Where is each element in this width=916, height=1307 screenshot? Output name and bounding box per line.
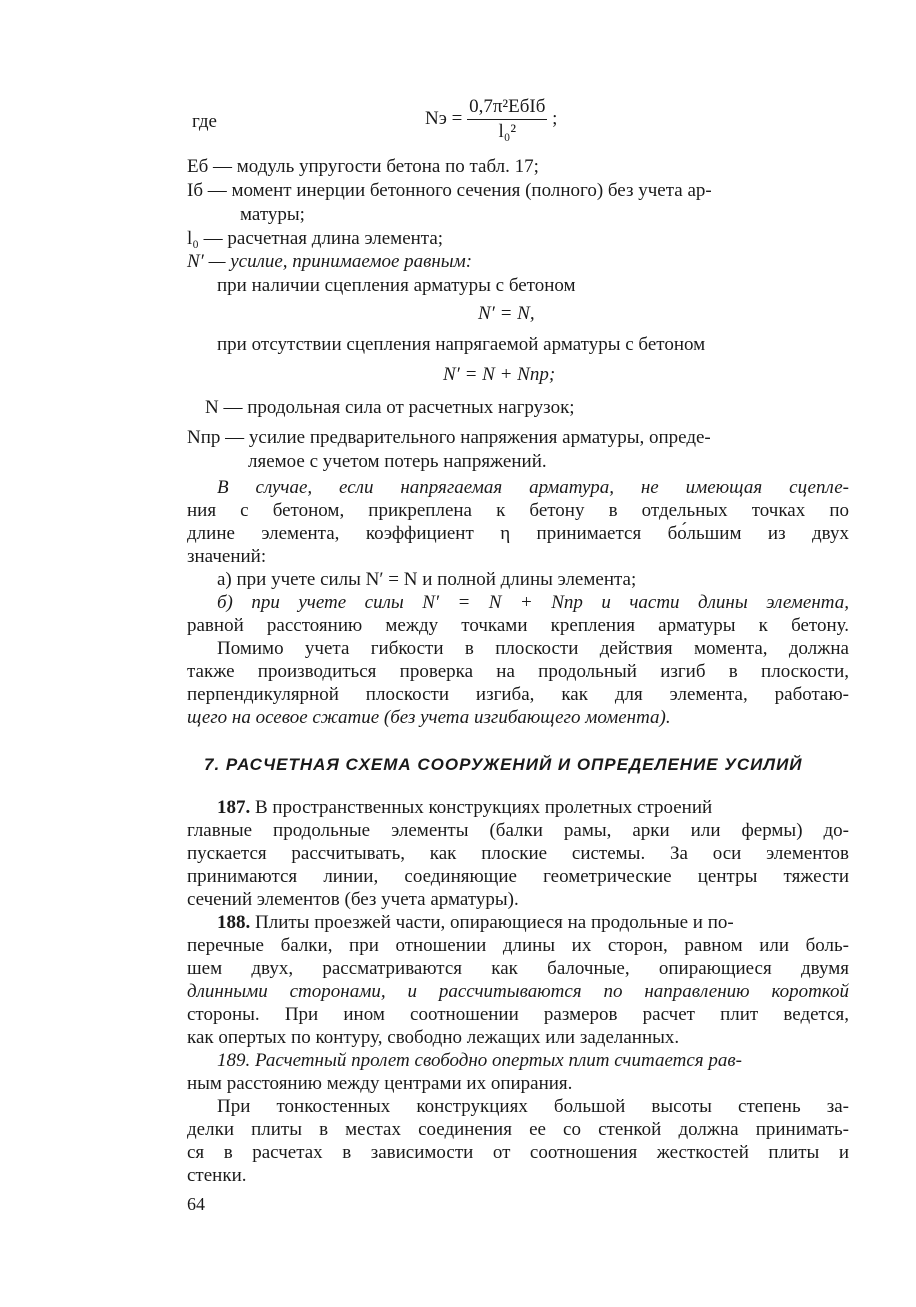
thin-line4: стенки. <box>187 1165 247 1186</box>
p188-text-start: Плиты проезжей части, опирающиеся на продольные и по- <box>255 912 734 933</box>
def-n: N — продольная сила от расчетных нагрузок; <box>205 397 575 418</box>
case-item-b-line2: равной расстоянию между точками крепления арматуры к бетону. <box>187 615 849 636</box>
page-number: 64 <box>187 1194 205 1214</box>
formula-denominator: l₀² <box>498 121 517 142</box>
p187-line1 <box>217 797 849 819</box>
thin-line3: ся в расчетах в зависимости от соотношения жесткостей плиты и <box>187 1142 849 1163</box>
p188-line5: стороны. При ином соотношении размеров расчет плит ведется, <box>187 1004 849 1025</box>
p188-line4: длинными сторонами, и рассчитываются по направлению короткой <box>187 981 849 1002</box>
case-item-a: а) при учете силы N′ = N и полной длины элемента; <box>217 569 637 590</box>
thin-line2: делки плиты в местах соединения ее со стенкой должна принимать- <box>187 1119 849 1140</box>
p188-number: 188. <box>217 912 251 933</box>
case-line1: В случае, если напрягаемая арматура, не имеющая сцепле- <box>217 477 849 498</box>
formula-n-equals-n: N′ = N, <box>478 303 535 324</box>
def-ib-line1: Iб — момент инерции бетонного сечения (полного) без учета ар- <box>187 180 712 201</box>
p187-line4: принимаются линии, соединяющие геометрические центры тяжести <box>187 866 849 887</box>
section-heading: 7. РАСЧЕТНАЯ СХЕМА СООРУЖЕНИЙ И ОПРЕДЕЛЕНИЕ УСИЛИЙ <box>204 755 803 774</box>
p188-line1 <box>217 912 849 934</box>
case-line3: длине элемента, коэффициент η принимается бо́льшим из двух <box>187 523 849 544</box>
case-item-b-line1: б) при учете силы N′ = N + Nпр и части длины элемента, <box>217 592 849 613</box>
p187-line3: пускается рассчитывать, как плоские системы. За оси элементов <box>187 843 849 864</box>
def-npr-line1: Nпр — усилие предварительного напряжения арматуры, опреде- <box>187 427 711 448</box>
case-line2: ния с бетоном, прикреплена к бетону в отдельных точках по <box>187 500 849 521</box>
flex-line1: Помимо учета гибкости в плоскости действия момента, должна <box>217 638 849 659</box>
def-eb: Eб — модуль упругости бетона по табл. 17; <box>187 156 539 177</box>
def-without-bond: при отсутствии сцепления напрягаемой арматуры с бетоном <box>217 334 706 355</box>
p189-text-start: Расчетный пролет свободно опертых плит считается рав- <box>255 1050 742 1071</box>
p189-line1 <box>217 1050 849 1072</box>
formula-tail: ; <box>552 107 558 129</box>
flex-line3: перпендикулярной плоскости изгиба, как для элемента, работаю- <box>187 684 849 705</box>
p188-line2: перечные балки, при отношении длины их сторон, равном или боль- <box>187 935 849 956</box>
p189-line2: ным расстоянию между центрами их опирания. <box>187 1073 573 1094</box>
formula-critical-force <box>425 96 557 143</box>
def-with-bond: при наличии сцепления арматуры с бетоном <box>217 275 576 296</box>
case-line4: значений: <box>187 546 267 567</box>
def-l0: l₀ — расчетная длина элемента; <box>187 228 444 249</box>
p187-line2: главные продольные элементы (балки рамы, арки или фермы) до- <box>187 820 849 841</box>
def-nprime: N′ — усилие, принимаемое равным: <box>187 251 473 272</box>
p187-text-start: В пространственных конструкциях пролетных строений <box>255 797 713 818</box>
p188-line3: шем двух, рассматриваются как балочные, опирающиеся двумя <box>187 958 849 979</box>
p188-line6: как опертых по контуру, свободно лежащих или заделанных. <box>187 1027 680 1048</box>
p187-number: 187. <box>217 797 251 818</box>
thin-line1: При тонкостенных конструкциях большой высоты степень за- <box>217 1096 849 1117</box>
def-ib-line2: матуры; <box>240 204 305 225</box>
where-label: где <box>192 111 217 132</box>
formula-numerator: 0,7π²EбIб <box>467 96 547 120</box>
formula-n-plus-npr: N′ = N + Nпр; <box>443 364 556 385</box>
flex-line2: также производиться проверка на продольный изгиб в плоскости, <box>187 661 849 682</box>
def-npr-line2: ляемое с учетом потерь напряжений. <box>248 451 547 472</box>
formula-fraction <box>467 96 547 143</box>
p189-number: 189. <box>217 1050 251 1071</box>
flex-line4: щего на осевое сжатие (без учета изгибающего момента). <box>187 707 671 728</box>
formula-lhs: Nэ = <box>425 107 463 129</box>
p187-line5: сечений элементов (без учета арматуры). <box>187 889 519 910</box>
